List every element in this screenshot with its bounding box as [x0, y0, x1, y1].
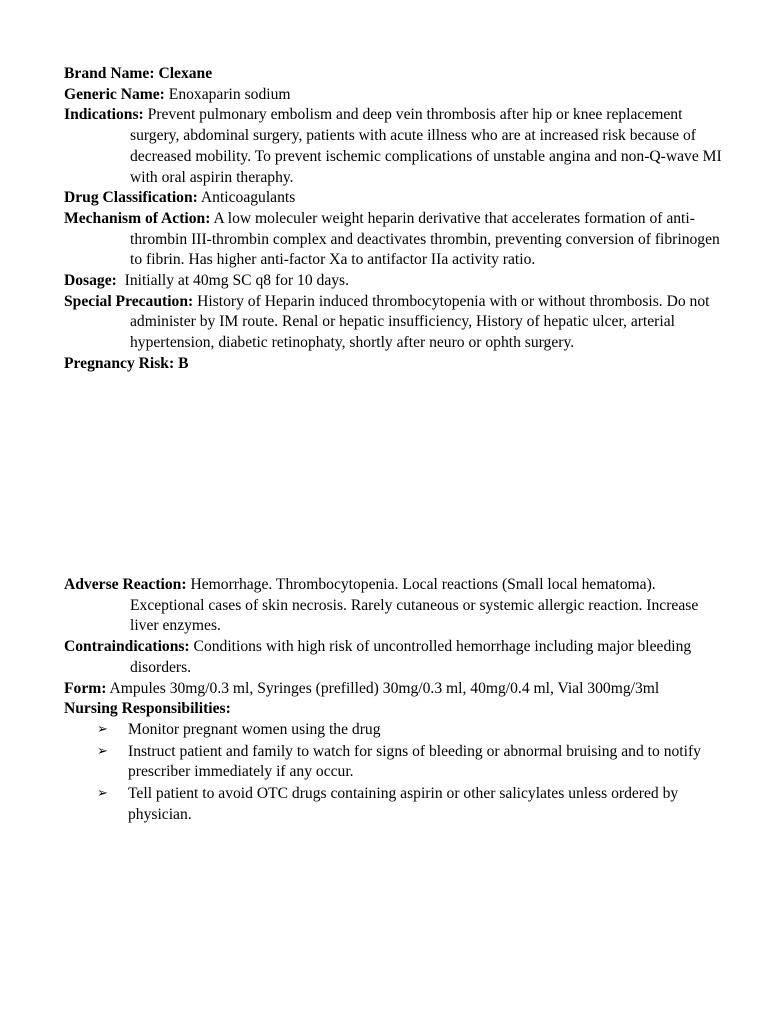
dosage-value: Initially at 40mg SC q8 for 10 days. — [124, 272, 349, 290]
drug-classification-value: Anticoagulants — [200, 189, 296, 207]
generic-name-label: Generic Name: — [64, 85, 165, 103]
list-item — [64, 742, 724, 783]
dosage-label: Dosage: — [64, 272, 117, 290]
indications-label: Indications: — [64, 106, 144, 124]
generic-name-field — [64, 85, 724, 106]
drug-classification-field — [64, 188, 724, 209]
generic-name-value: Enoxaparin sodium — [168, 85, 291, 103]
arrow-bullet-icon: ➢ — [97, 786, 108, 802]
form-value: Ampules 30mg/0.3 ml, Syringes (prefilled) 30mg/0.3 ml, 40mg/0.4 ml, Vial 300mg/3ml — [109, 679, 660, 697]
indications-field — [64, 105, 724, 188]
indications-value: Prevent pulmonary embolism and deep vein thrombosis after hip or knee replacement surgery, abdominal surgery, patients with acute illness who are at increased risk because of decreased mobility. To prevent ischemic complications of unstable angina and non-Q-wave MI with oral aspirin theraphy. — [130, 106, 722, 186]
adverse-reaction-value: Hemorrhage. Thrombocytopenia. Local reactions (Small local hematoma). Exceptional cases of skin necrosis. Rarely cutaneous or systemic allergic reaction. Increase liver enzymes. — [130, 576, 699, 635]
list-item-text: Monitor pregnant women using the drug — [128, 720, 381, 738]
drug-info-top — [64, 64, 724, 375]
drug-info-bottom — [64, 575, 724, 826]
special-precaution-field — [64, 292, 724, 354]
pregnancy-risk-value: B — [178, 354, 189, 372]
list-item — [64, 784, 724, 825]
mechanism-label: Mechanism of Action: — [64, 209, 211, 227]
brand-name-value: Clexane — [158, 65, 213, 82]
brand-name-field — [64, 64, 724, 85]
special-precaution-value: History of Heparin induced thrombocytopenia with or without thrombosis. Do not administer by IM route. Renal or hepatic insufficiency, History of hepatic ulcer, arterial hypertension, diabetic retinophaty, shortly after neuro or ophth surgery. — [130, 292, 710, 352]
adverse-reaction-label: Adverse Reaction: — [64, 576, 187, 593]
arrow-bullet-icon: ➢ — [97, 721, 108, 737]
arrow-bullet-icon: ➢ — [97, 743, 108, 759]
list-item — [64, 720, 724, 741]
form-field — [64, 679, 724, 700]
dosage-field — [64, 271, 724, 292]
form-label: Form: — [64, 679, 107, 697]
pregnancy-risk-label: Pregnancy Risk: — [64, 354, 175, 372]
special-precaution-label: Special Precaution: — [64, 292, 194, 310]
list-item-text: Tell patient to avoid OTC drugs containing aspirin or other salicylates unless ordered by physician. — [128, 785, 679, 823]
mechanism-field — [64, 209, 724, 271]
nursing-responsibilities-heading — [64, 699, 724, 720]
contraindications-label: Contraindications: — [64, 638, 190, 656]
pregnancy-risk-field — [64, 354, 724, 375]
brand-name-label: Brand Name: — [64, 65, 155, 82]
contraindications-value: Conditions with high risk of uncontrolled hemorrhage including major bleeding disorders. — [130, 638, 692, 676]
mechanism-value: A low moleculer weight heparin derivative that accelerates formation of anti-thrombin III-thrombin complex and deactivates thrombin, preventing conversion of fibrinogen to fibrin. Has higher anti-factor Xa to antifactor IIa activity ratio. — [130, 209, 720, 269]
nursing-responsibilities-label: Nursing Responsibilities: — [64, 700, 231, 718]
list-item-text: Instruct patient and family to watch for signs of bleeding or abnormal bruising and to notify prescriber immediately if any occur. — [128, 742, 701, 781]
nursing-responsibilities-list — [64, 720, 724, 826]
drug-classification-label: Drug Classification: — [64, 189, 198, 207]
contraindications-field — [64, 637, 724, 678]
adverse-reaction-field — [64, 575, 724, 637]
